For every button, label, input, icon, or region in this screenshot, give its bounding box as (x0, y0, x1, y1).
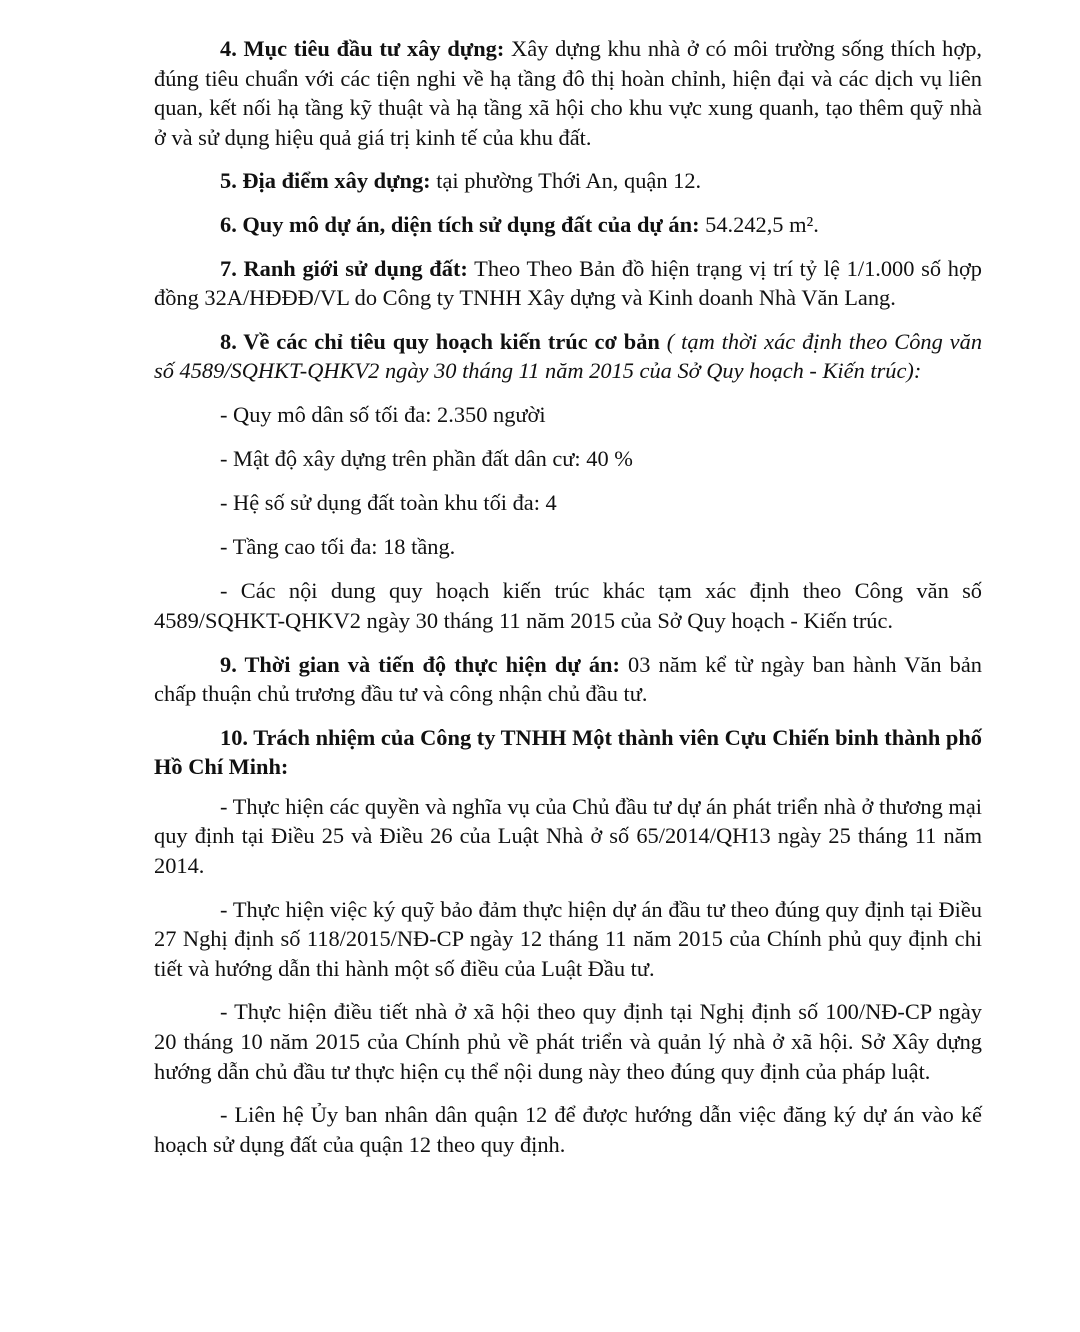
section-8-item: - Hệ số sử dụng đất toàn khu tối đa: 4 (220, 490, 557, 516)
section-7-heading: 7. Ranh giới sử dụng đất: (220, 255, 468, 281)
section-8-item: - Tầng cao tối đa: 18 tầng. (220, 534, 456, 560)
section-6-heading: 6. Quy mô dự án, diện tích sử dụng đất của dự án: (220, 211, 700, 237)
section-5-paragraph (154, 166, 982, 196)
section-10-paragraph (154, 723, 982, 782)
section-10-heading: 10. Trách nhiệm của Công ty TNHH Một thành viên Cựu Chiến binh thành phố Hồ Chí Minh: (154, 724, 982, 780)
section-6-paragraph (154, 210, 982, 240)
section-10-item: - Liên hệ Ủy ban nhân dân quận 12 để được hướng dẫn việc đăng ký dự án vào kế hoạch sử dụng đất của quận 12 theo quy định. (154, 1102, 982, 1157)
section-7-paragraph (154, 254, 982, 313)
section-10-item: - Thực hiện điều tiết nhà ở xã hội theo quy định tại Nghị định số 100/NĐ-CP ngày 20 tháng 10 năm 2015 của Chính phủ về phát triển và quản lý nhà ở xã hội. Sở Xây dựng hướng dẫn chủ đầu tư thực hiện cụ thể nội dung này theo đúng quy định của pháp luật. (154, 999, 982, 1084)
section-5-body: tại phường Thới An, quận 12. (430, 168, 702, 194)
section-4-body: Xây dựng khu nhà ở có môi trường sống thích hợp, đúng tiêu chuẩn với các tiện nghi về hạ tầng đô thị hoàn chỉnh, hiện đại và các dịch vụ liên quan, kết nối hạ tầng kỹ thuật và hạ tầng xã hội cho khu vực xung quanh, tạo thêm quỹ nhà ở và sử dụng hiệu quả giá trị kinh tế của khu đất. (154, 36, 983, 150)
section-8-item: - Mật độ xây dựng trên phần đất dân cư: 40 % (220, 446, 633, 472)
section-5-heading: 5. Địa điểm xây dựng: (220, 168, 431, 194)
section-4-paragraph (154, 34, 982, 152)
section-10-item: - Thực hiện các quyền và nghĩa vụ của Chủ đầu tư dự án phát triển nhà ở thương mại quy định tại Điều 25 và Điều 26 của Luật Nhà ở số 65/2014/QH13 ngày 25 tháng 11 năm 2014. (154, 793, 982, 879)
section-8-note: ( tạm thời xác định theo Công văn số 4589/SQHKT-QHKV2 ngày 30 tháng 11 năm 2015 của Sở Quy hoạch - Kiến trúc): (154, 328, 983, 384)
section-7-body: Theo Theo Bản đồ hiện trạng vị trí tỷ lệ 1/1.000 số hợp đồng 32A/HĐĐĐ/VL do Công ty TNHH Xây dựng và Kinh doanh Nhà Văn Lang. (154, 255, 982, 311)
section-4-heading: 4. Mục tiêu đầu tư xây dựng: (220, 36, 505, 61)
section-8-item: - Các nội dung quy hoạch kiến trúc khác tạm xác định theo Công văn số 4589/SQHKT-QHKV2 ngày 30 tháng 11 năm 2015 của Sở Quy hoạch - Kiến trúc. (154, 578, 982, 633)
section-10-item: - Thực hiện việc ký quỹ bảo đảm thực hiện dự án đầu tư theo đúng quy định tại Điều 27 Nghị định số 118/2015/NĐ-CP ngày 12 tháng 11 năm 2015 của Chính phủ quy định chi tiết và hướng dẫn thi hành một số điều của Luật Đầu tư. (154, 896, 982, 981)
section-6-body: 54.242,5 m². (699, 211, 819, 237)
section-9-body: 03 năm kể từ ngày ban hành Văn bản chấp thuận chủ trương đầu tư và công nhận chủ đầu tư. (154, 651, 982, 707)
section-9-heading: 9. Thời gian và tiến độ thực hiện dự án: (220, 651, 620, 677)
document-page (154, 34, 982, 1173)
section-8-heading: 8. Về các chỉ tiêu quy hoạch kiến trúc cơ bản (220, 328, 660, 354)
section-8-paragraph (154, 327, 982, 386)
section-9-paragraph (154, 650, 982, 709)
section-8-item: - Quy mô dân số tối đa: 2.350 người (220, 401, 546, 427)
